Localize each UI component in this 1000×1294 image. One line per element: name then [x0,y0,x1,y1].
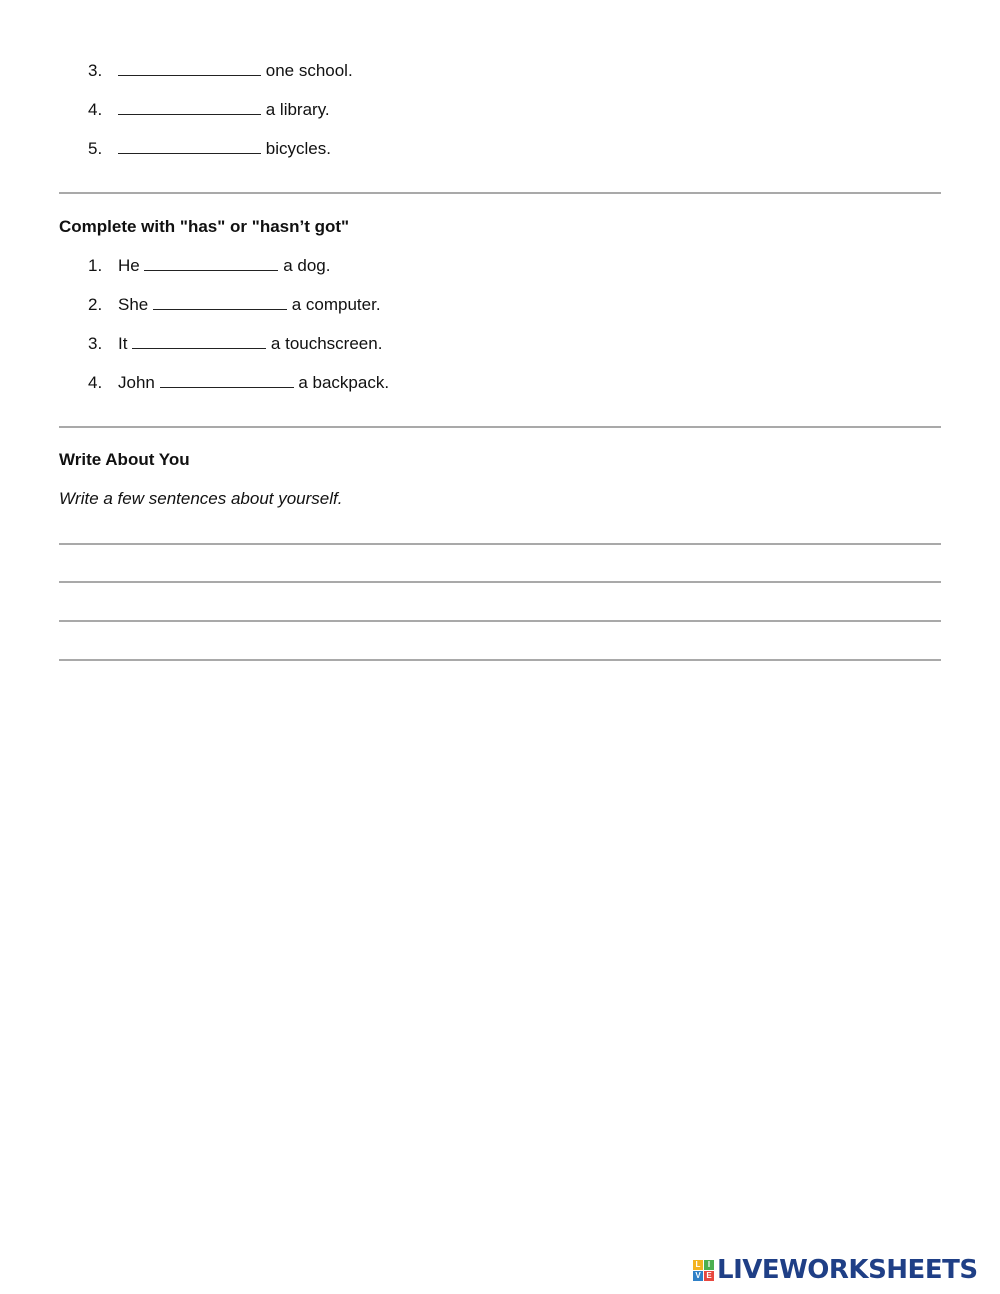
logo-mark-square: I [704,1260,714,1270]
answer-blank[interactable] [118,138,261,154]
list-item [88,138,331,160]
item-number: 4. [88,373,103,392]
logo-mark-square: E [704,1271,714,1281]
list-item [88,99,330,121]
item-subject: John [118,373,155,392]
item-number: 4. [88,100,103,119]
item-number: 1. [88,256,103,275]
item-number: 3. [88,334,103,353]
answer-blank[interactable] [160,372,294,388]
writing-line[interactable] [59,581,941,583]
liveworksheets-logo [693,1256,978,1284]
item-subject: He [118,256,140,275]
answer-blank[interactable] [153,294,287,310]
item-text: a backpack. [298,373,390,392]
list-item [88,294,381,316]
section-divider [59,192,941,194]
item-text: a computer. [291,295,381,314]
item-text: a library. [265,100,330,119]
writing-line[interactable] [59,659,941,661]
list-item [88,372,389,394]
item-text: one school. [265,61,353,80]
list-item [88,255,330,277]
list-item [88,333,382,355]
logo-mark-square: V [693,1271,703,1281]
item-text: a touchscreen. [270,334,383,353]
logo-text: LIVEWORKSHEETS [717,1255,978,1285]
logo-mark-square: L [693,1260,703,1270]
item-number: 2. [88,295,103,314]
section-heading: Complete with "has" or "hasn’t got" [59,217,350,236]
writing-line[interactable] [59,543,941,545]
answer-blank[interactable] [118,60,261,76]
section-heading: Write About You [59,450,190,469]
item-number: 3. [88,61,103,80]
item-subject: She [118,295,149,314]
section-instruction: Write a few sentences about yourself. [59,489,343,508]
section-divider [59,426,941,428]
writing-line[interactable] [59,620,941,622]
answer-blank[interactable] [144,255,278,271]
item-text: bicycles. [265,139,331,158]
item-subject: It [118,334,128,353]
list-item [88,60,353,82]
answer-blank[interactable] [132,333,266,349]
item-number: 5. [88,139,103,158]
item-text: a dog. [283,256,331,275]
answer-blank[interactable] [118,99,261,115]
logo-mark-icon [693,1260,714,1281]
